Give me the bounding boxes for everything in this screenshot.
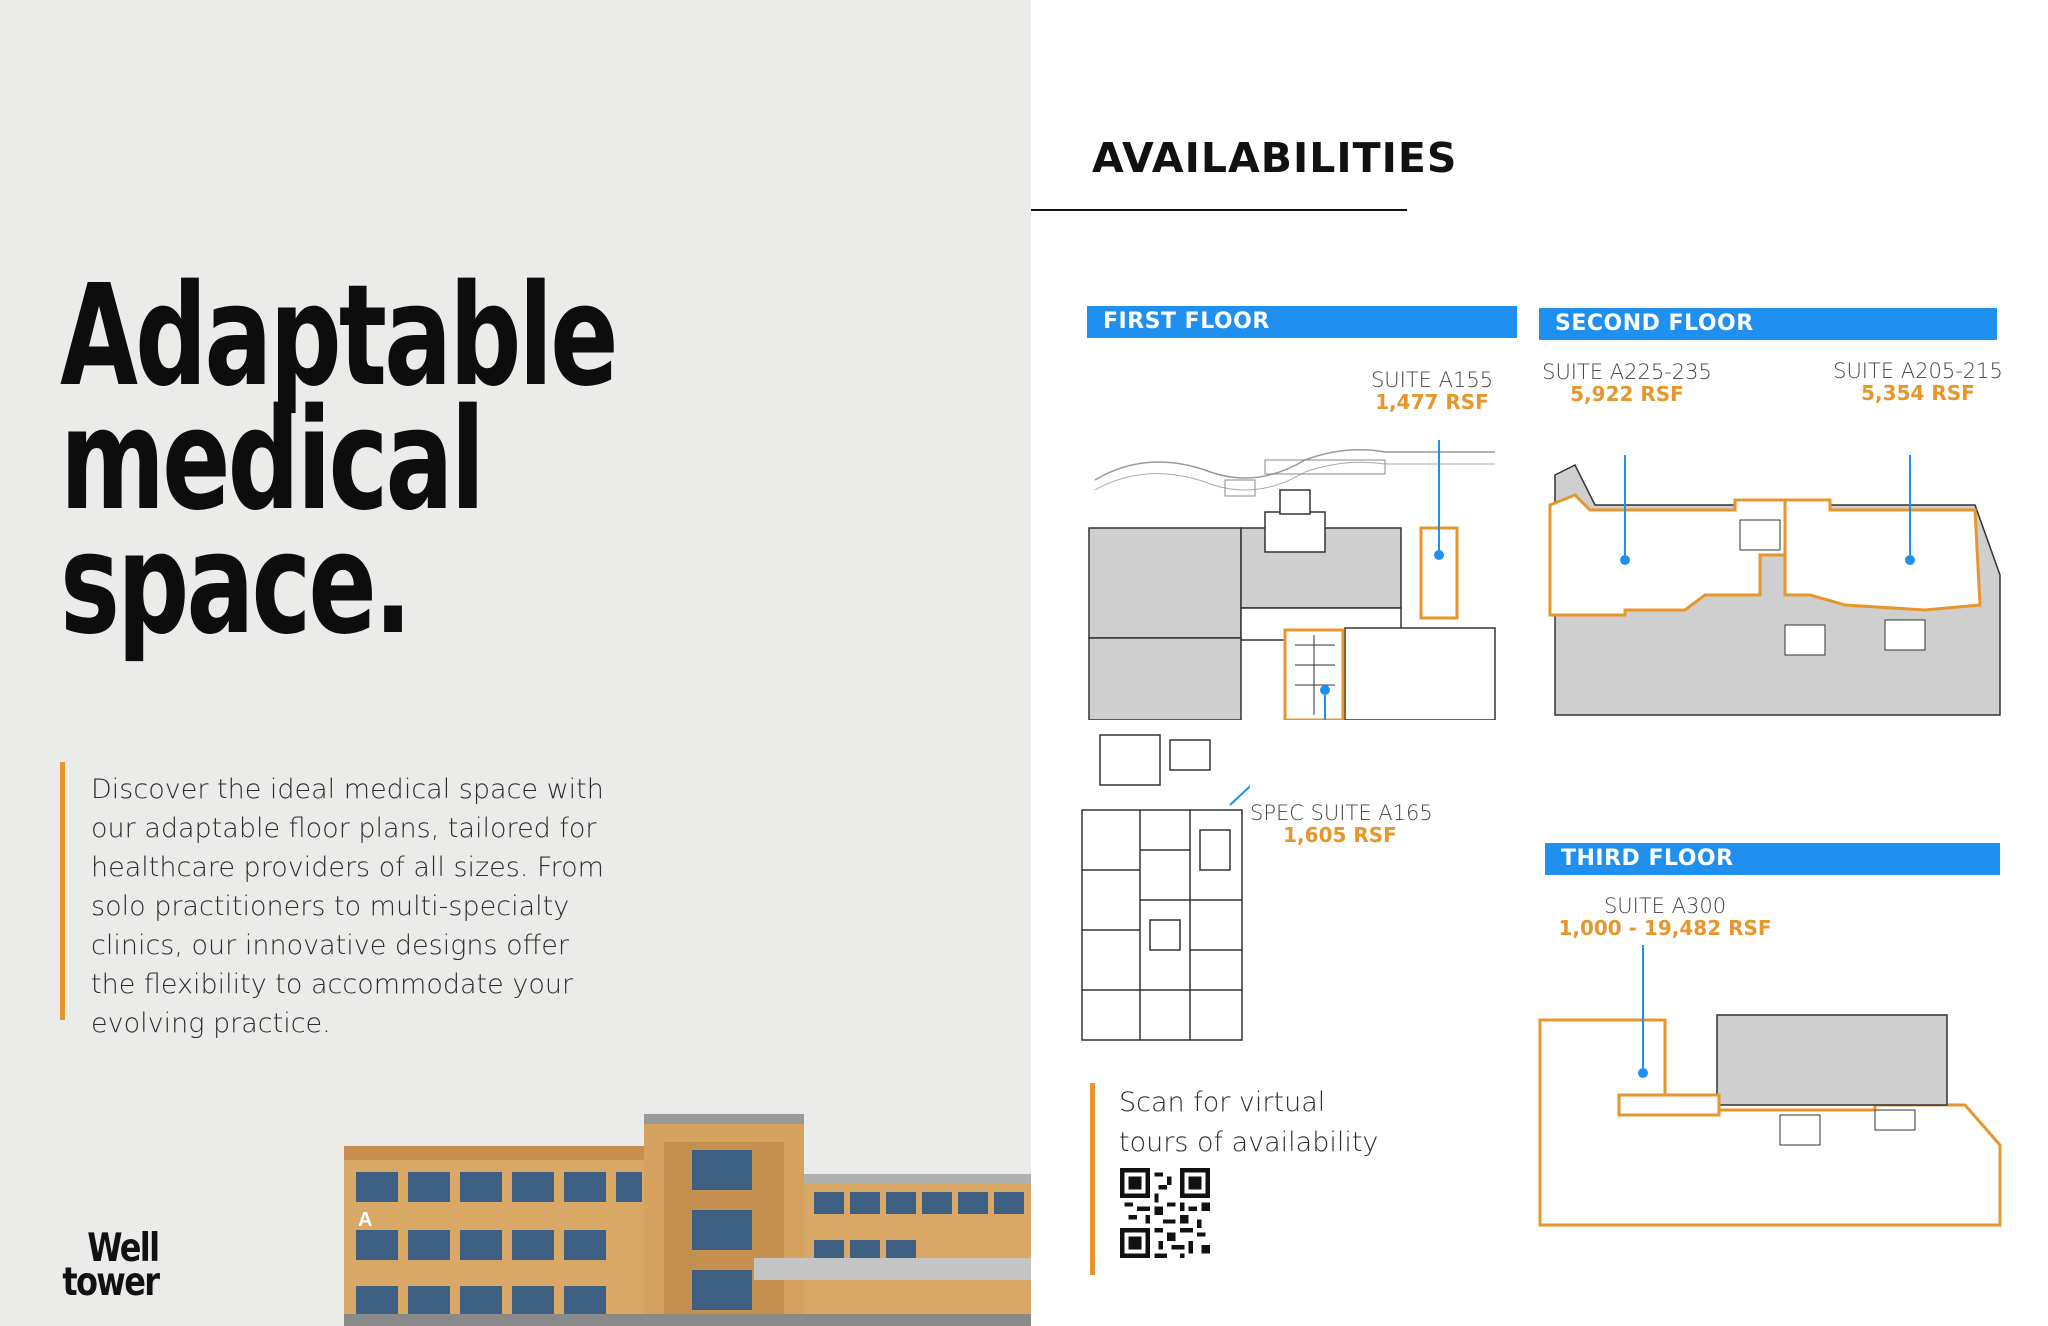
first-floor-plan <box>1085 440 1505 720</box>
logo-line-1: Well <box>87 1226 159 1271</box>
suite-a165-rsf: 1,605 RSF <box>1283 823 1397 847</box>
suite-a205-name: SUITE A205-215 <box>1833 359 2003 383</box>
suite-a165 <box>1250 801 1433 847</box>
intro-text: Discover the ideal medical space with our adaptable floor plans, tailored for healthcare providers of all sizes. From solo practitioners to multi-specialty clinics, our innovative designs offer the flexibility to accommodate your evolving practice. <box>91 774 604 1039</box>
qr-code[interactable] <box>1120 1168 1210 1258</box>
suite-a225 <box>1537 361 1717 405</box>
intro-block <box>60 762 620 1039</box>
title-rule <box>1031 209 1407 211</box>
suite-a155 <box>1362 369 1502 413</box>
scan-line-1: Scan for virtual <box>1119 1087 1326 1118</box>
third-floor-bar <box>1545 843 2000 875</box>
second-floor-bar <box>1539 308 1997 340</box>
third-floor-label: THIRD FLOOR <box>1561 846 1734 871</box>
first-floor-bar <box>1087 306 1517 338</box>
spec-suite-detail-plan <box>1080 730 1250 1050</box>
availabilities-title: AVAILABILITIES <box>1092 134 1458 182</box>
suite-a205-rsf: 5,354 RSF <box>1861 381 1975 405</box>
suite-a205 <box>1833 360 2003 404</box>
headline-line-1: Adaptable <box>60 255 616 418</box>
first-floor-label: FIRST FLOOR <box>1103 309 1270 334</box>
second-floor-label: SECOND FLOOR <box>1555 311 1754 336</box>
logo-line-2: tower <box>62 1260 159 1305</box>
building-marker: A <box>358 1209 373 1231</box>
suite-a300-rsf: 1,000 - 19,482 RSF <box>1558 916 1772 940</box>
second-floor-plan <box>1545 455 2005 725</box>
suite-a165-name: SPEC SUITE A165 <box>1250 801 1433 825</box>
headline <box>60 255 616 666</box>
suite-a300 <box>1555 895 1775 939</box>
third-floor-plan <box>1535 945 2005 1230</box>
suite-a225-rsf: 5,922 RSF <box>1570 382 1684 406</box>
suite-a225-name: SUITE A225-235 <box>1542 360 1712 384</box>
suite-a300-name: SUITE A300 <box>1603 894 1727 918</box>
suite-a155-name: SUITE A155 <box>1370 368 1494 392</box>
welltower-logo <box>60 1226 159 1305</box>
building-photo <box>344 1090 1031 1326</box>
scan-line-2: tours of availability <box>1119 1127 1379 1158</box>
suite-a155-rsf: 1,477 RSF <box>1375 390 1489 414</box>
headline-line-3: space. <box>60 503 410 666</box>
headline-line-2: medical <box>60 379 483 542</box>
